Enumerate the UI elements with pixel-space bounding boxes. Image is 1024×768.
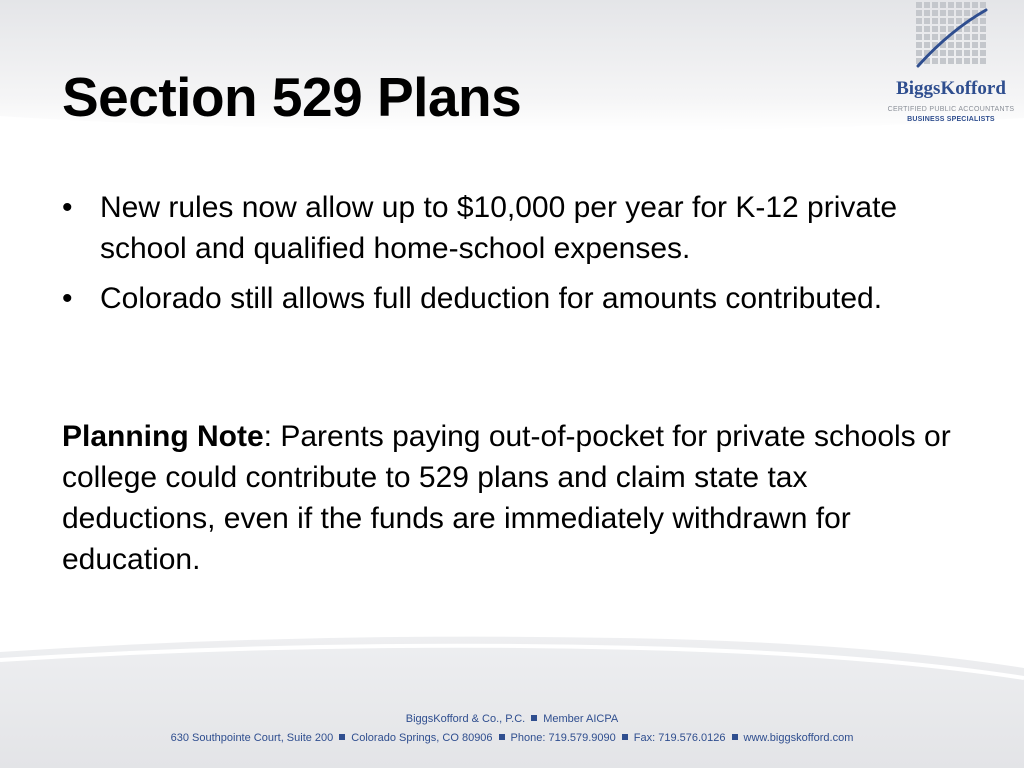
bullet-dot-icon: • bbox=[62, 282, 73, 315]
logo-tagline-business: BUSINESS SPECIALISTS bbox=[907, 116, 995, 123]
footer-phone: Phone: 719.579.9090 bbox=[510, 732, 616, 744]
grid-swoosh-icon bbox=[914, 0, 988, 70]
logo-name: BiggsKofford bbox=[896, 78, 1006, 99]
square-separator-icon bbox=[339, 734, 345, 740]
footer-membership: Member AICPA bbox=[543, 713, 619, 725]
footer-line-1 bbox=[0, 713, 1024, 725]
square-separator-icon bbox=[499, 734, 505, 740]
bullet-text: Colorado still allows full deduction for amounts contributed. bbox=[100, 282, 883, 315]
square-separator-icon bbox=[622, 734, 628, 740]
footer-city: Colorado Springs, CO 80906 bbox=[351, 732, 493, 744]
bullet-list bbox=[62, 187, 942, 328]
bullet-item bbox=[62, 187, 942, 269]
footer-band bbox=[0, 620, 1024, 768]
logo-tagline-cpa: CERTIFIED PUBLIC ACCOUNTANTS bbox=[887, 106, 1015, 113]
planning-note-text: Parents paying out-of-pocket for private schools or college could contribute to 529 plans and claim state tax deductions, even if the funds are immediately withdrawn for education. bbox=[62, 420, 951, 576]
footer-address: 630 Southpointe Court, Suite 200 bbox=[170, 732, 334, 744]
square-separator-icon bbox=[732, 734, 738, 740]
footer-website: www.biggskofford.com bbox=[743, 732, 854, 744]
planning-note-label: Planning Note bbox=[62, 420, 264, 453]
planning-note bbox=[62, 416, 962, 580]
slide-title: Section 529 Plans bbox=[62, 66, 522, 128]
bullet-text: New rules now allow up to $10,000 per year for K-12 private school and qualified home-school expenses. bbox=[100, 191, 898, 265]
footer-fax: Fax: 719.576.0126 bbox=[633, 732, 726, 744]
footer-line-2 bbox=[0, 732, 1024, 744]
planning-note-separator: : bbox=[263, 420, 273, 453]
square-separator-icon bbox=[531, 715, 537, 721]
footer-company: BiggsKofford & Co., P.C. bbox=[405, 713, 526, 725]
company-logo bbox=[878, 0, 1024, 130]
bullet-dot-icon: • bbox=[62, 191, 73, 224]
bullet-item bbox=[62, 278, 942, 319]
